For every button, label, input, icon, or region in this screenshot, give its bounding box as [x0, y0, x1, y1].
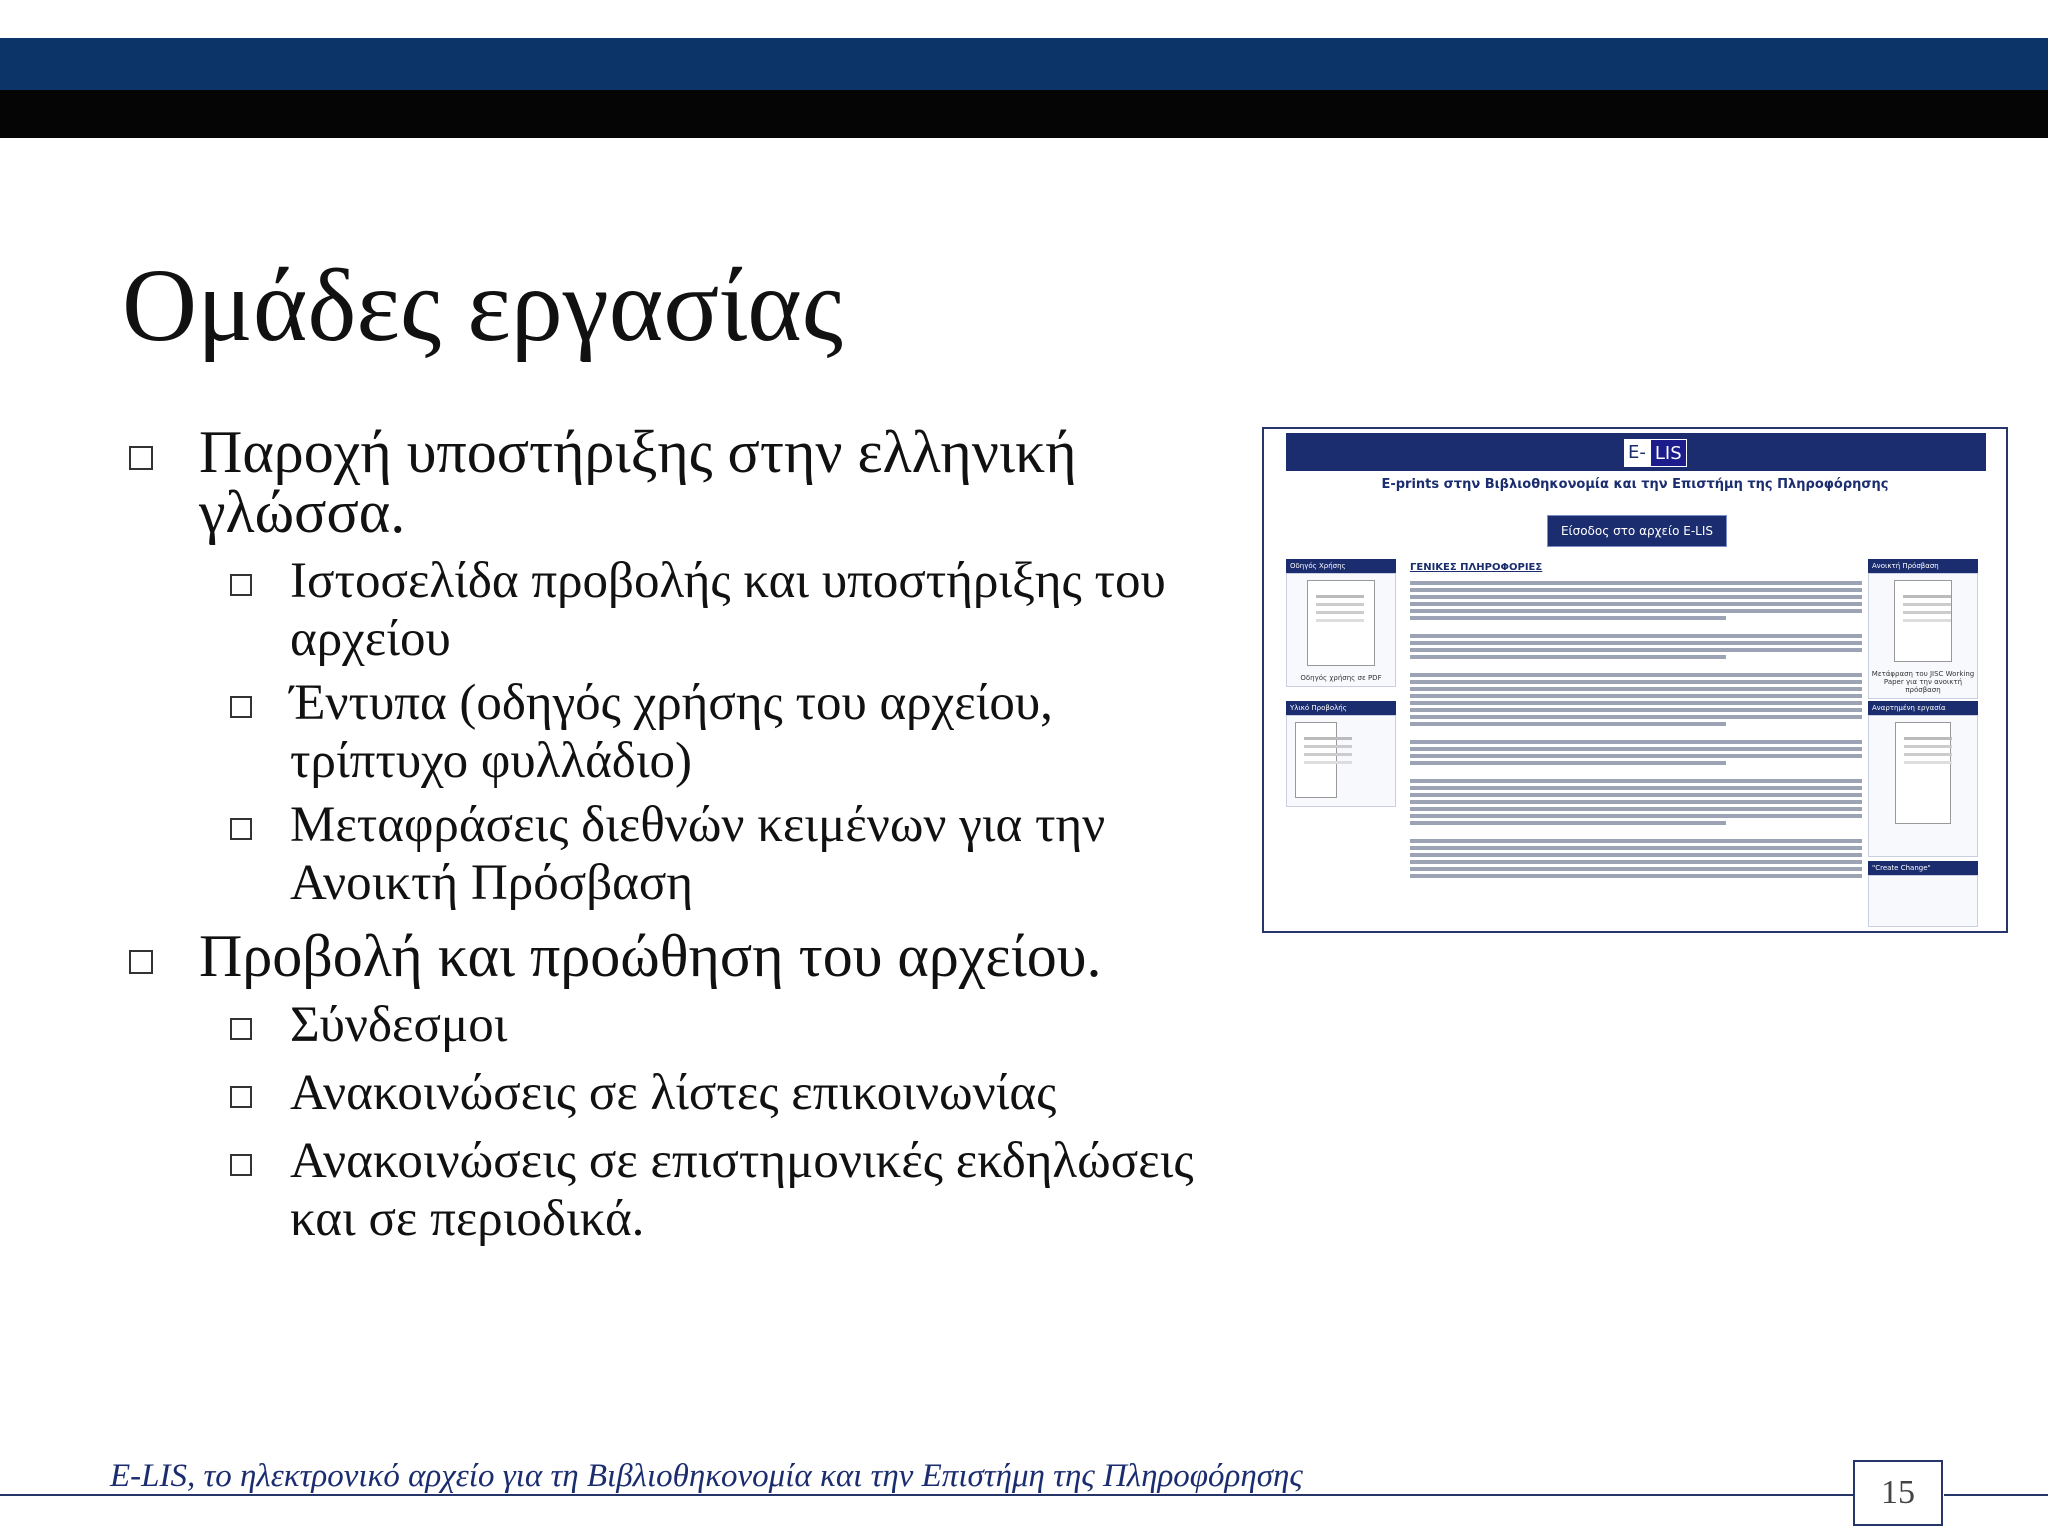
- bullet-text: Ανακοινώσεις σε λίστες επικοινωνίας: [290, 1065, 1057, 1121]
- footer-rule-right: [1944, 1494, 2048, 1496]
- sub-bullet-item: [125, 1132, 1205, 1248]
- screenshot-header-bar: [1286, 433, 1986, 471]
- right-box-open-access: Ανοικτή Πρόσβαση Μετάφραση του JISC Working Paper για την ανοικτή πρόσβαση: [1868, 559, 1978, 699]
- square-bullet-icon: [230, 1086, 252, 1108]
- sub-bullet-item: [125, 674, 1205, 790]
- bullet-item: [125, 419, 1205, 545]
- bullet-text: Μεταφράσεις διεθνών κειμένων για την Ανοικτή Πρόσβαση: [290, 797, 1106, 911]
- enter-archive-button: Είσοδος στο αρχείο E-LIS >>>: [1547, 515, 1727, 547]
- bullet-list: [125, 419, 1205, 1248]
- header-band-black: [0, 90, 2048, 138]
- square-bullet-icon: [129, 446, 153, 470]
- bullet-text: Προβολή και προώθηση του αρχείου.: [199, 923, 1102, 989]
- square-bullet-icon: [230, 818, 252, 840]
- square-bullet-icon: [230, 1018, 252, 1040]
- slide-title: Ομάδες εργασίας: [122, 248, 843, 363]
- left-box-user-guide: Οδηγός Χρήσης Οδηγός χρήσης σε PDF: [1286, 559, 1396, 687]
- sub-bullet-item: [125, 1064, 1205, 1122]
- brochure-thumbnail: [1295, 722, 1337, 798]
- sub-bullet-item: [125, 796, 1205, 912]
- square-bullet-icon: [230, 574, 252, 596]
- bullet-text: Ανακοινώσεις σε επιστημονικές εκδηλώσεις και σε περιοδικά.: [290, 1133, 1194, 1247]
- square-bullet-icon: [230, 1154, 252, 1176]
- bullet-text: Παροχή υποστήριξης στην ελληνική γλώσσα.: [199, 419, 1077, 545]
- bullet-item: [125, 923, 1205, 989]
- bullet-text: Σύνδεσμοι: [290, 997, 508, 1053]
- footer-text: E-LIS, το ηλεκτρονικό αρχείο για τη Βιβλιοθηκονομία και την Επιστήμη της Πληροφόρησης: [110, 1458, 1303, 1494]
- right-box-create-change: "Create Change": [1868, 861, 1978, 927]
- right-box-posted-work: Αναρτημένη εργασία: [1868, 701, 1978, 857]
- document-thumbnail: [1307, 580, 1375, 666]
- square-bullet-icon: [129, 950, 153, 974]
- general-info-section: ΓΕΝΙΚΕΣ ΠΛΗΡΟΦΟΡΙΕΣ: [1410, 562, 1862, 881]
- left-box-promo: Υλικό Προβολής: [1286, 701, 1396, 807]
- page-number: 15: [1853, 1460, 1943, 1526]
- bullet-text: Έντυπα (οδηγός χρήσης του αρχείου, τρίπτυχο φυλλάδιο): [290, 675, 1053, 789]
- elis-logo: E- LIS: [1624, 439, 1687, 467]
- header-band-blue: [0, 38, 2048, 90]
- bullet-text: Ιστοσελίδα προβολής και υποστήριξης του αρχείου: [290, 553, 1166, 667]
- sub-bullet-item: [125, 552, 1205, 668]
- elis-website-screenshot: [1262, 427, 2008, 933]
- square-bullet-icon: [230, 696, 252, 718]
- posted-work-thumbnail: [1895, 722, 1951, 824]
- jisc-paper-thumbnail: [1894, 580, 1952, 662]
- sub-bullet-item: [125, 996, 1205, 1054]
- screenshot-subtitle: E-prints στην Βιβλιοθηκονομία και την Επιστήμη της Πληροφόρησης: [1381, 477, 1889, 492]
